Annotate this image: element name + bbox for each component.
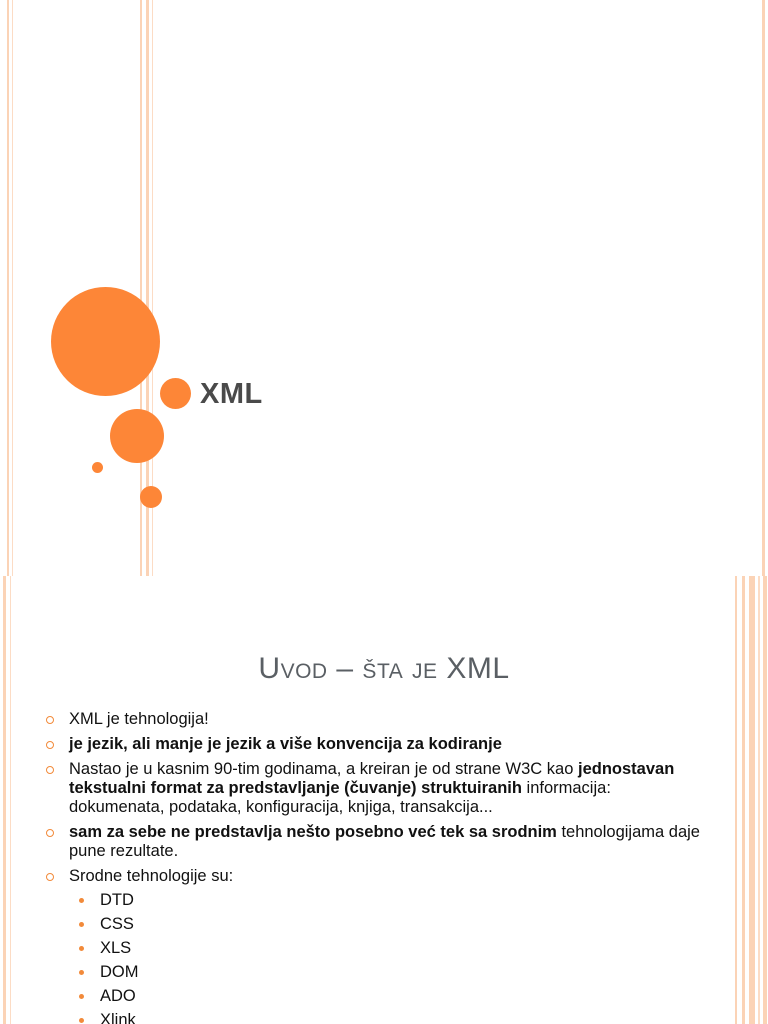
sub-list-item [69, 912, 706, 936]
bullet-text: tehnologijama daje pune rezultate. [69, 823, 700, 860]
bullet-circle-icon [46, 716, 54, 724]
bullet-dot-icon [79, 994, 84, 999]
bullet-list [46, 710, 706, 1024]
bullet-text-bold: je jezik, ali manje je jezik a više konvencija za kodiranje [69, 735, 502, 753]
slide-title: Uvod – šta je XML [258, 652, 510, 685]
bullet-text: XML je tehnologija! [69, 710, 209, 728]
bullet-text-bold: jednostavan tekstualni format za predstavljanje (čuvanje) struktuiranih [69, 760, 675, 797]
bullet-circle-icon [46, 766, 54, 774]
decor-circle-large [51, 287, 160, 396]
decor-line [762, 0, 765, 576]
slide-title: XML [200, 378, 263, 410]
bullet-circle-icon [46, 873, 54, 881]
list-item [46, 710, 706, 729]
sub-item-text: XLS [100, 939, 132, 957]
decor-line [758, 576, 760, 1024]
decor-circle-tiny [92, 462, 103, 473]
bullet-text-bold: sam za sebe ne predstavlja nešto posebno već tek sa srodnim [69, 823, 557, 841]
decor-line [3, 576, 6, 1024]
decor-circle-medium [110, 409, 164, 463]
sub-item-text: Xlink [100, 1011, 136, 1024]
list-item [46, 867, 706, 1024]
list-item [46, 823, 706, 861]
bullet-circle-icon [46, 741, 54, 749]
decor-line [749, 576, 755, 1024]
bullet-text: Srodne tehnologije su: [69, 867, 234, 885]
decor-line [735, 576, 737, 1024]
decor-line [763, 576, 767, 1024]
sub-list-item [69, 1008, 706, 1024]
sub-item-text: ADO [100, 987, 136, 1005]
bullet-dot-icon [79, 898, 84, 903]
bullet-dot-icon [79, 1018, 84, 1023]
list-item [46, 735, 706, 754]
decor-line [742, 576, 745, 1024]
sub-item-text: DTD [100, 891, 134, 909]
decor-circle-small [160, 378, 191, 409]
sub-list-item [69, 888, 706, 912]
bullet-dot-icon [79, 922, 84, 927]
sub-list [69, 888, 706, 1024]
decor-line [12, 0, 13, 576]
bullet-dot-icon [79, 970, 84, 975]
sub-list-item [69, 936, 706, 960]
decor-line [7, 0, 9, 576]
sub-item-text: CSS [100, 915, 134, 933]
decor-line [10, 576, 11, 1024]
bullet-text: informacija: dokumenata, podataka, konfiguracija, knjiga, transakcija... [69, 779, 611, 816]
bullet-circle-icon [46, 829, 54, 837]
list-item [46, 760, 706, 817]
bullet-dot-icon [79, 946, 84, 951]
sub-list-item [69, 984, 706, 1008]
sub-list-item [69, 960, 706, 984]
decor-circle-small [140, 486, 162, 508]
sub-item-text: DOM [100, 963, 139, 981]
bullet-text: Nastao je u kasnim 90-tim godinama, a kreiran je od strane W3C kao [69, 760, 578, 778]
content-slide [0, 576, 768, 1024]
